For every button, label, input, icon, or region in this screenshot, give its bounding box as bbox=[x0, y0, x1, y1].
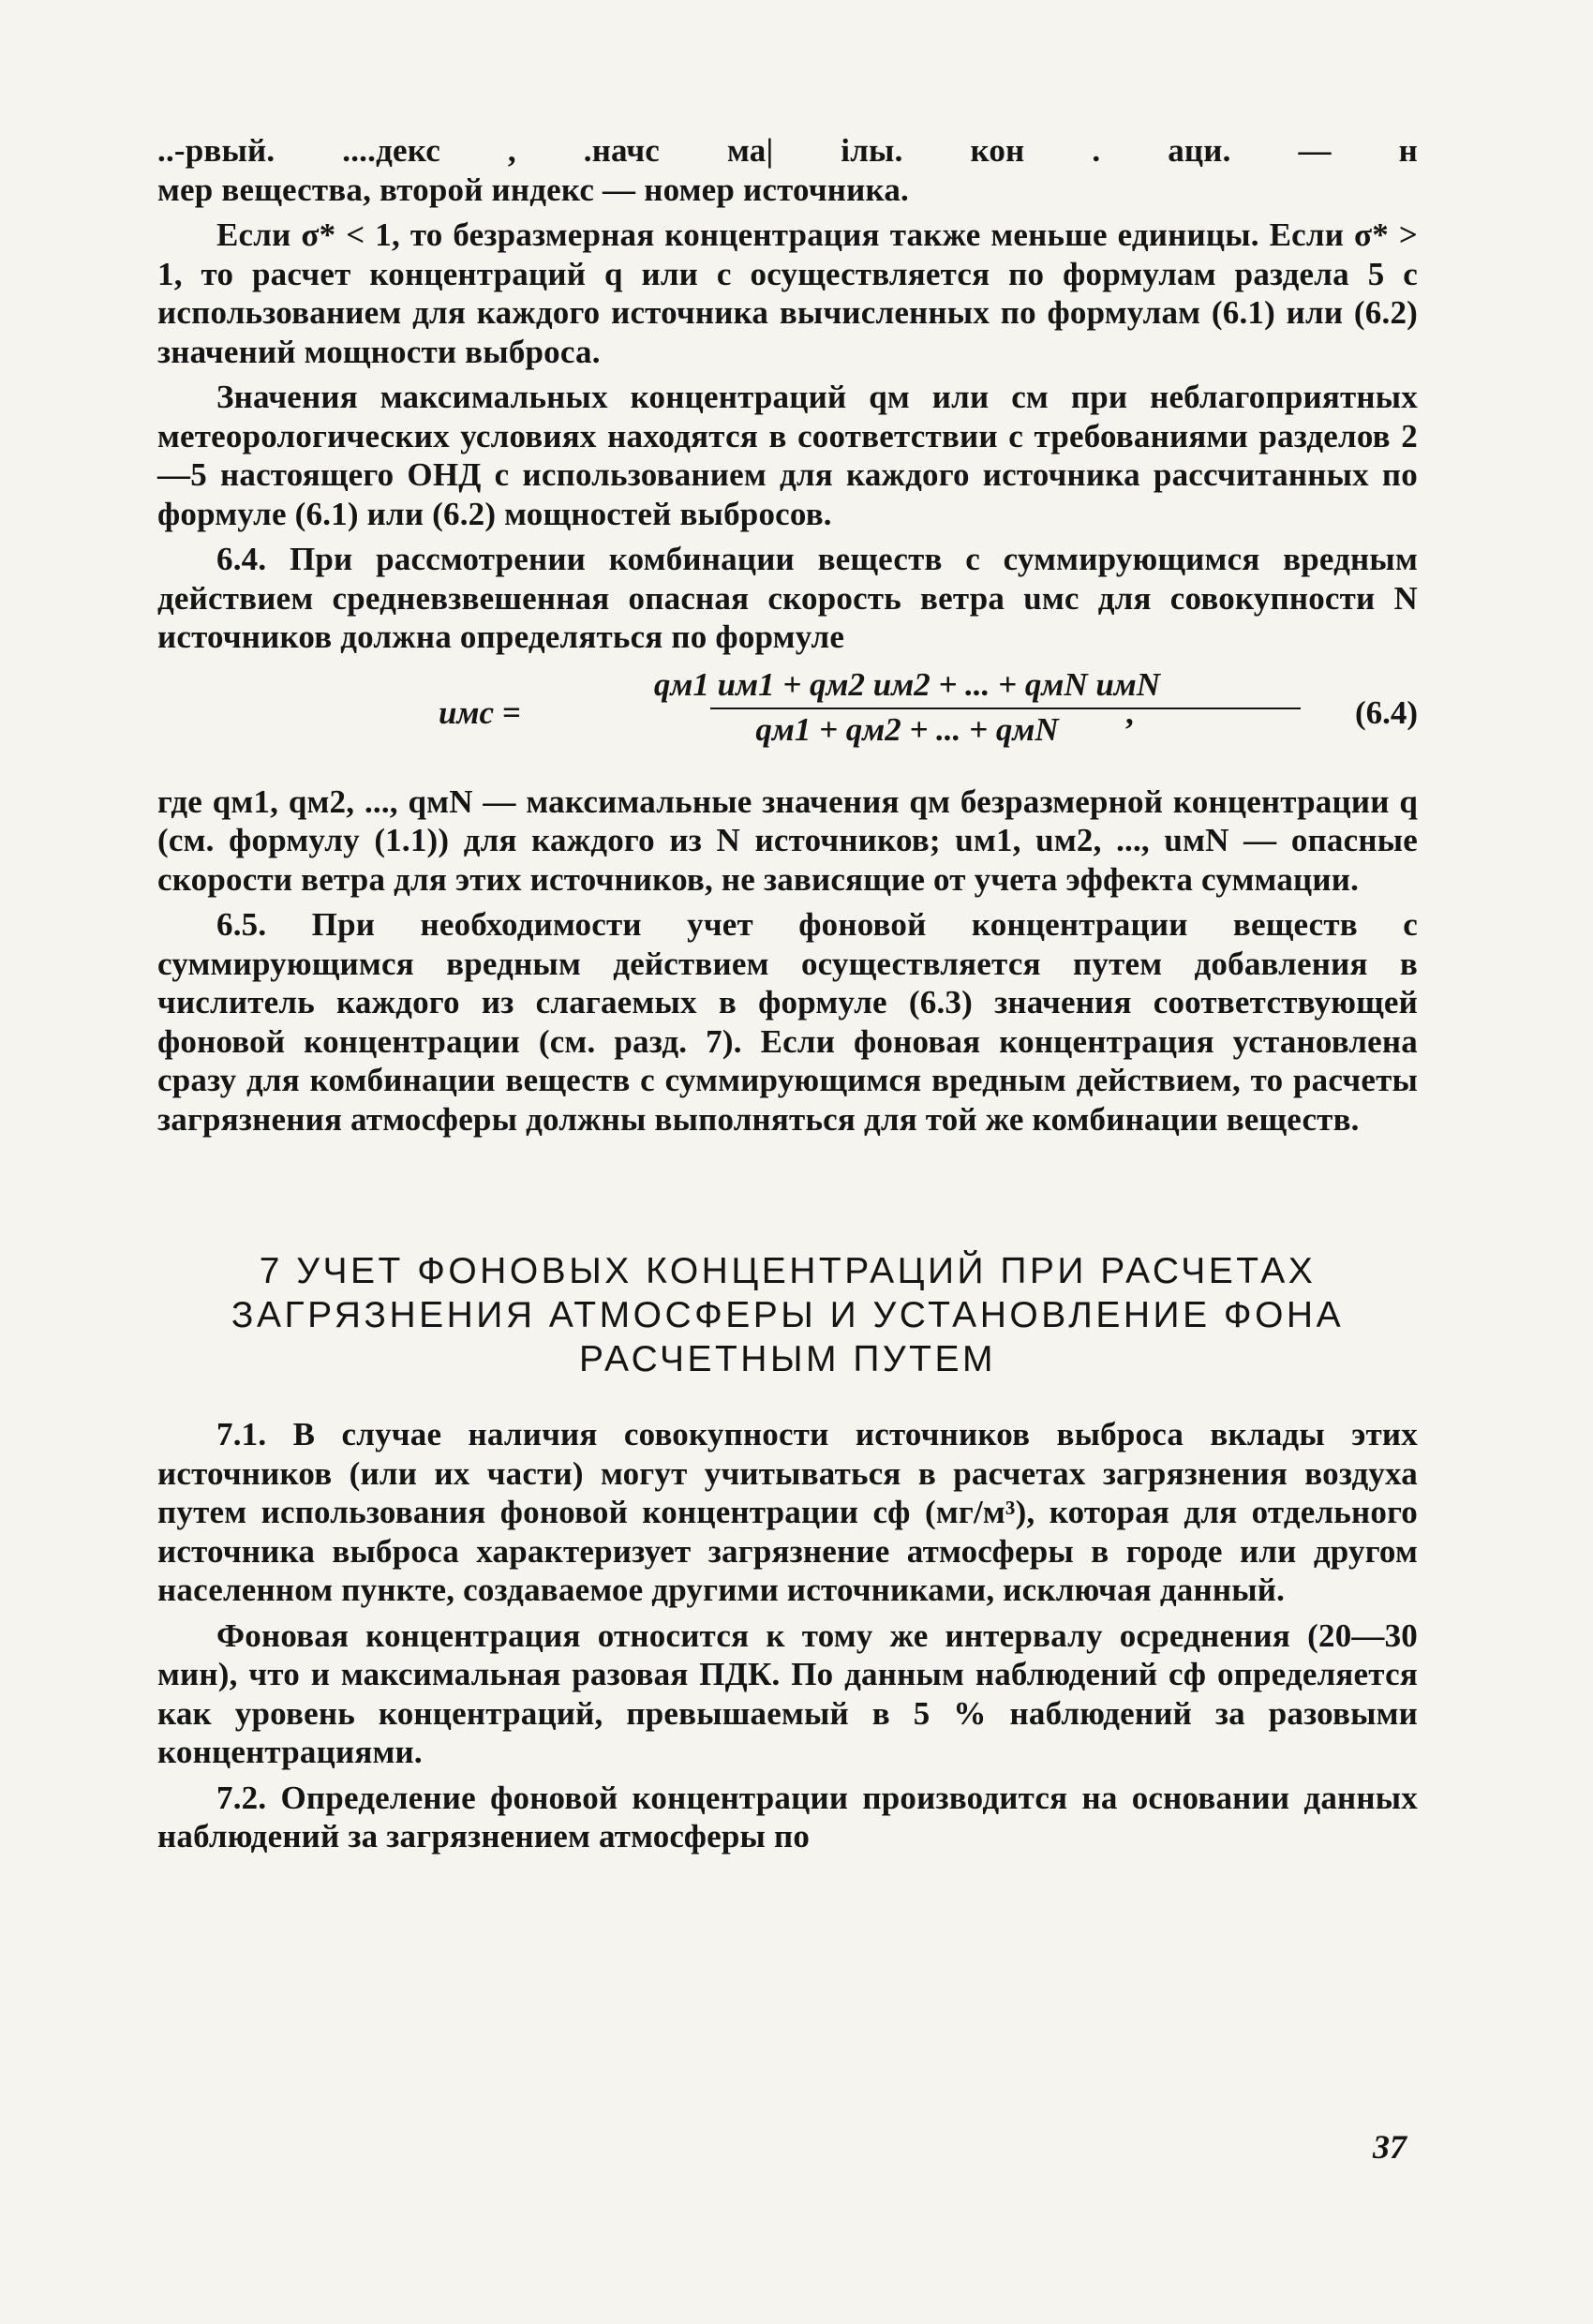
paragraph-7-2: 7.2. Определение фоновой концентрации производится на основании данных наблюдений за загрязнением атмосферы по bbox=[157, 1779, 1418, 1855]
formula-number: (6.4) bbox=[1354, 693, 1418, 731]
formula-fraction bbox=[532, 666, 1282, 749]
paragraph-7-1: 7.1. В случае наличия совокупности источников выброса вклады этих источников (или их части) могут учитываться в расчетах загрязнения воздуха путем использования фоновой концентрации cф (мг/м³), которая для отдельного источника выброса характеризует загрязнение атмосферы в городе или другом населенном пункте, создаваемое другими источниками, исключая данный. bbox=[157, 1416, 1418, 1608]
paragraph-background-concentration: Фоновая концентрация относится к тому же интервалу осреднения (20—30 мин), что и максимальная разовая ПДК. По данным наблюдений cф определяется как уровень концентраций, превышаемый в 5 % наблюдений за разовыми концентрациями. bbox=[157, 1616, 1418, 1770]
page-number: 37 bbox=[1373, 2128, 1407, 2166]
paragraph-continuation bbox=[157, 131, 1418, 209]
formula-comma: , bbox=[1125, 693, 1134, 731]
formula-lhs: uмс = bbox=[439, 693, 521, 731]
paragraph-max-concentrations: Значения максимальных концентраций qм или cм при неблагоприятных метеорологических условиях находятся в соответствии с требованиями разделов 2—5 настоящего ОНД с использованием для каждого источника рассчитанных по формуле (6.1) или (6.2) мощностей выбросов. bbox=[157, 379, 1418, 532]
formula-numerator: qм1 uм1 + qм2 uм2 + ... + qмN uмN bbox=[653, 665, 1161, 703]
paragraph-where: где qм1, qм2, ..., qмN — максимальные значения qм безразмерной концентрации q (см. формулу (1.1)) для каждого из N источников; uм1, uм2, ..., uмN — опасные скорости ветра для этих источников, не зависящие от учета эффекта суммации. bbox=[157, 782, 1418, 898]
text-line: мер вещества, второй индекс — номер источника. bbox=[157, 171, 909, 208]
heading-line: РАСЧЕТНЫМ ПУТЕМ bbox=[579, 1339, 996, 1379]
formula-6-4 bbox=[157, 666, 1418, 769]
formula-denominator: qм1 + qм2 + ... + qмN bbox=[755, 710, 1059, 748]
paragraph-6-5: 6.5. При необходимости учет фоновой концентрации веществ с суммирующимся вредным действием осуществляется путем добавления в числитель каждого из слагаемых в формуле (6.3) значения соответствующей фоновой концентрации (см. разд. 7). Если фоновая концентрация установлена сразу для комбинации веществ с суммирующимся вредным действием, то расчеты загрязнения атмосферы должны выполняться для той же комбинации веществ. bbox=[157, 906, 1418, 1138]
text-line: ..-рвый. ....декс , .начс ма| ілы. кон . аци. — н bbox=[157, 132, 1418, 169]
heading-line: 7 УЧЕТ ФОНОВЫХ КОНЦЕНТРАЦИЙ ПРИ РАСЧЕТАХ bbox=[259, 1251, 1317, 1291]
document-page bbox=[157, 131, 1418, 1856]
paragraph-6-4: 6.4. При рассмотрении комбинации веществ с суммирующимся вредным действием средневзвешенная опасная скорость ветра uмс для совокупности N источников должна определяться по формуле bbox=[157, 541, 1418, 655]
paragraph-sigma: Если σ* < 1, то безразмерная концентрация также меньше единицы. Если σ* > 1, то расчет концентраций q или c осуществляется по формулам раздела 5 с использованием для каждого источника вычисленных по формулам (6.1) или (6.2) значений мощности выброса. bbox=[157, 216, 1418, 370]
section-heading bbox=[157, 1249, 1418, 1381]
heading-line: ЗАГРЯЗНЕНИЯ АТМОСФЕРЫ И УСТАНОВЛЕНИЕ ФОНА bbox=[231, 1295, 1345, 1335]
